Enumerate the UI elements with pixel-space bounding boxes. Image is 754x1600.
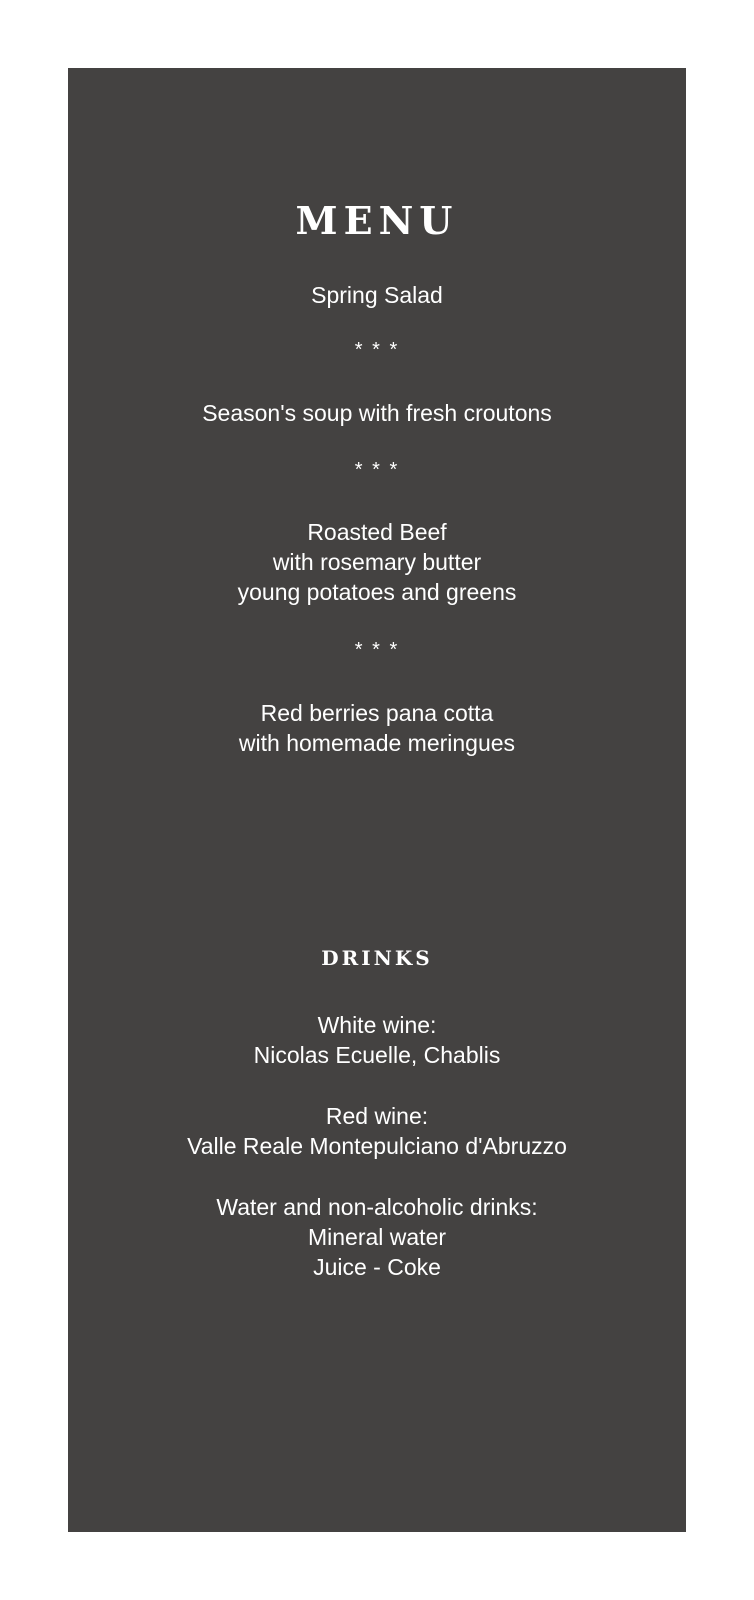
course-line: Roasted Beef (307, 519, 447, 545)
drink-line: Juice - Coke (313, 1254, 441, 1280)
drink-line: Valle Reale Montepulciano d'Abruzzo (187, 1133, 567, 1159)
course-separator: * * * (354, 459, 400, 481)
drink-line: Red wine: (325, 1103, 429, 1129)
drink-non-alcoholic (68, 1192, 686, 1282)
menu-card (68, 68, 686, 1532)
course-line: Spring Salad (311, 282, 443, 308)
course-line: young potatoes and greens (237, 579, 517, 605)
drink-line: Mineral water (307, 1224, 447, 1250)
drinks-title: DRINKS (321, 946, 433, 970)
course-line: with rosemary butter (272, 549, 482, 575)
drink-line: White wine: (317, 1012, 437, 1038)
drink-line: Nicolas Ecuelle, Chablis (253, 1042, 501, 1068)
course-line: with homemade meringues (238, 730, 516, 756)
course-soup (68, 398, 686, 428)
course-line: Red berries pana cotta (260, 700, 494, 726)
menu-title: MENU (295, 198, 459, 243)
course-separator: * * * (354, 639, 400, 661)
drink-white-wine (68, 1010, 686, 1070)
drink-line: Water and non-alcoholic drinks: (216, 1194, 538, 1220)
course-spring-salad (68, 280, 686, 310)
course-separator: * * * (354, 339, 400, 361)
course-roasted-beef (68, 517, 686, 607)
drink-red-wine (68, 1101, 686, 1161)
course-line: Season's soup with fresh croutons (202, 400, 552, 426)
course-dessert (68, 698, 686, 758)
